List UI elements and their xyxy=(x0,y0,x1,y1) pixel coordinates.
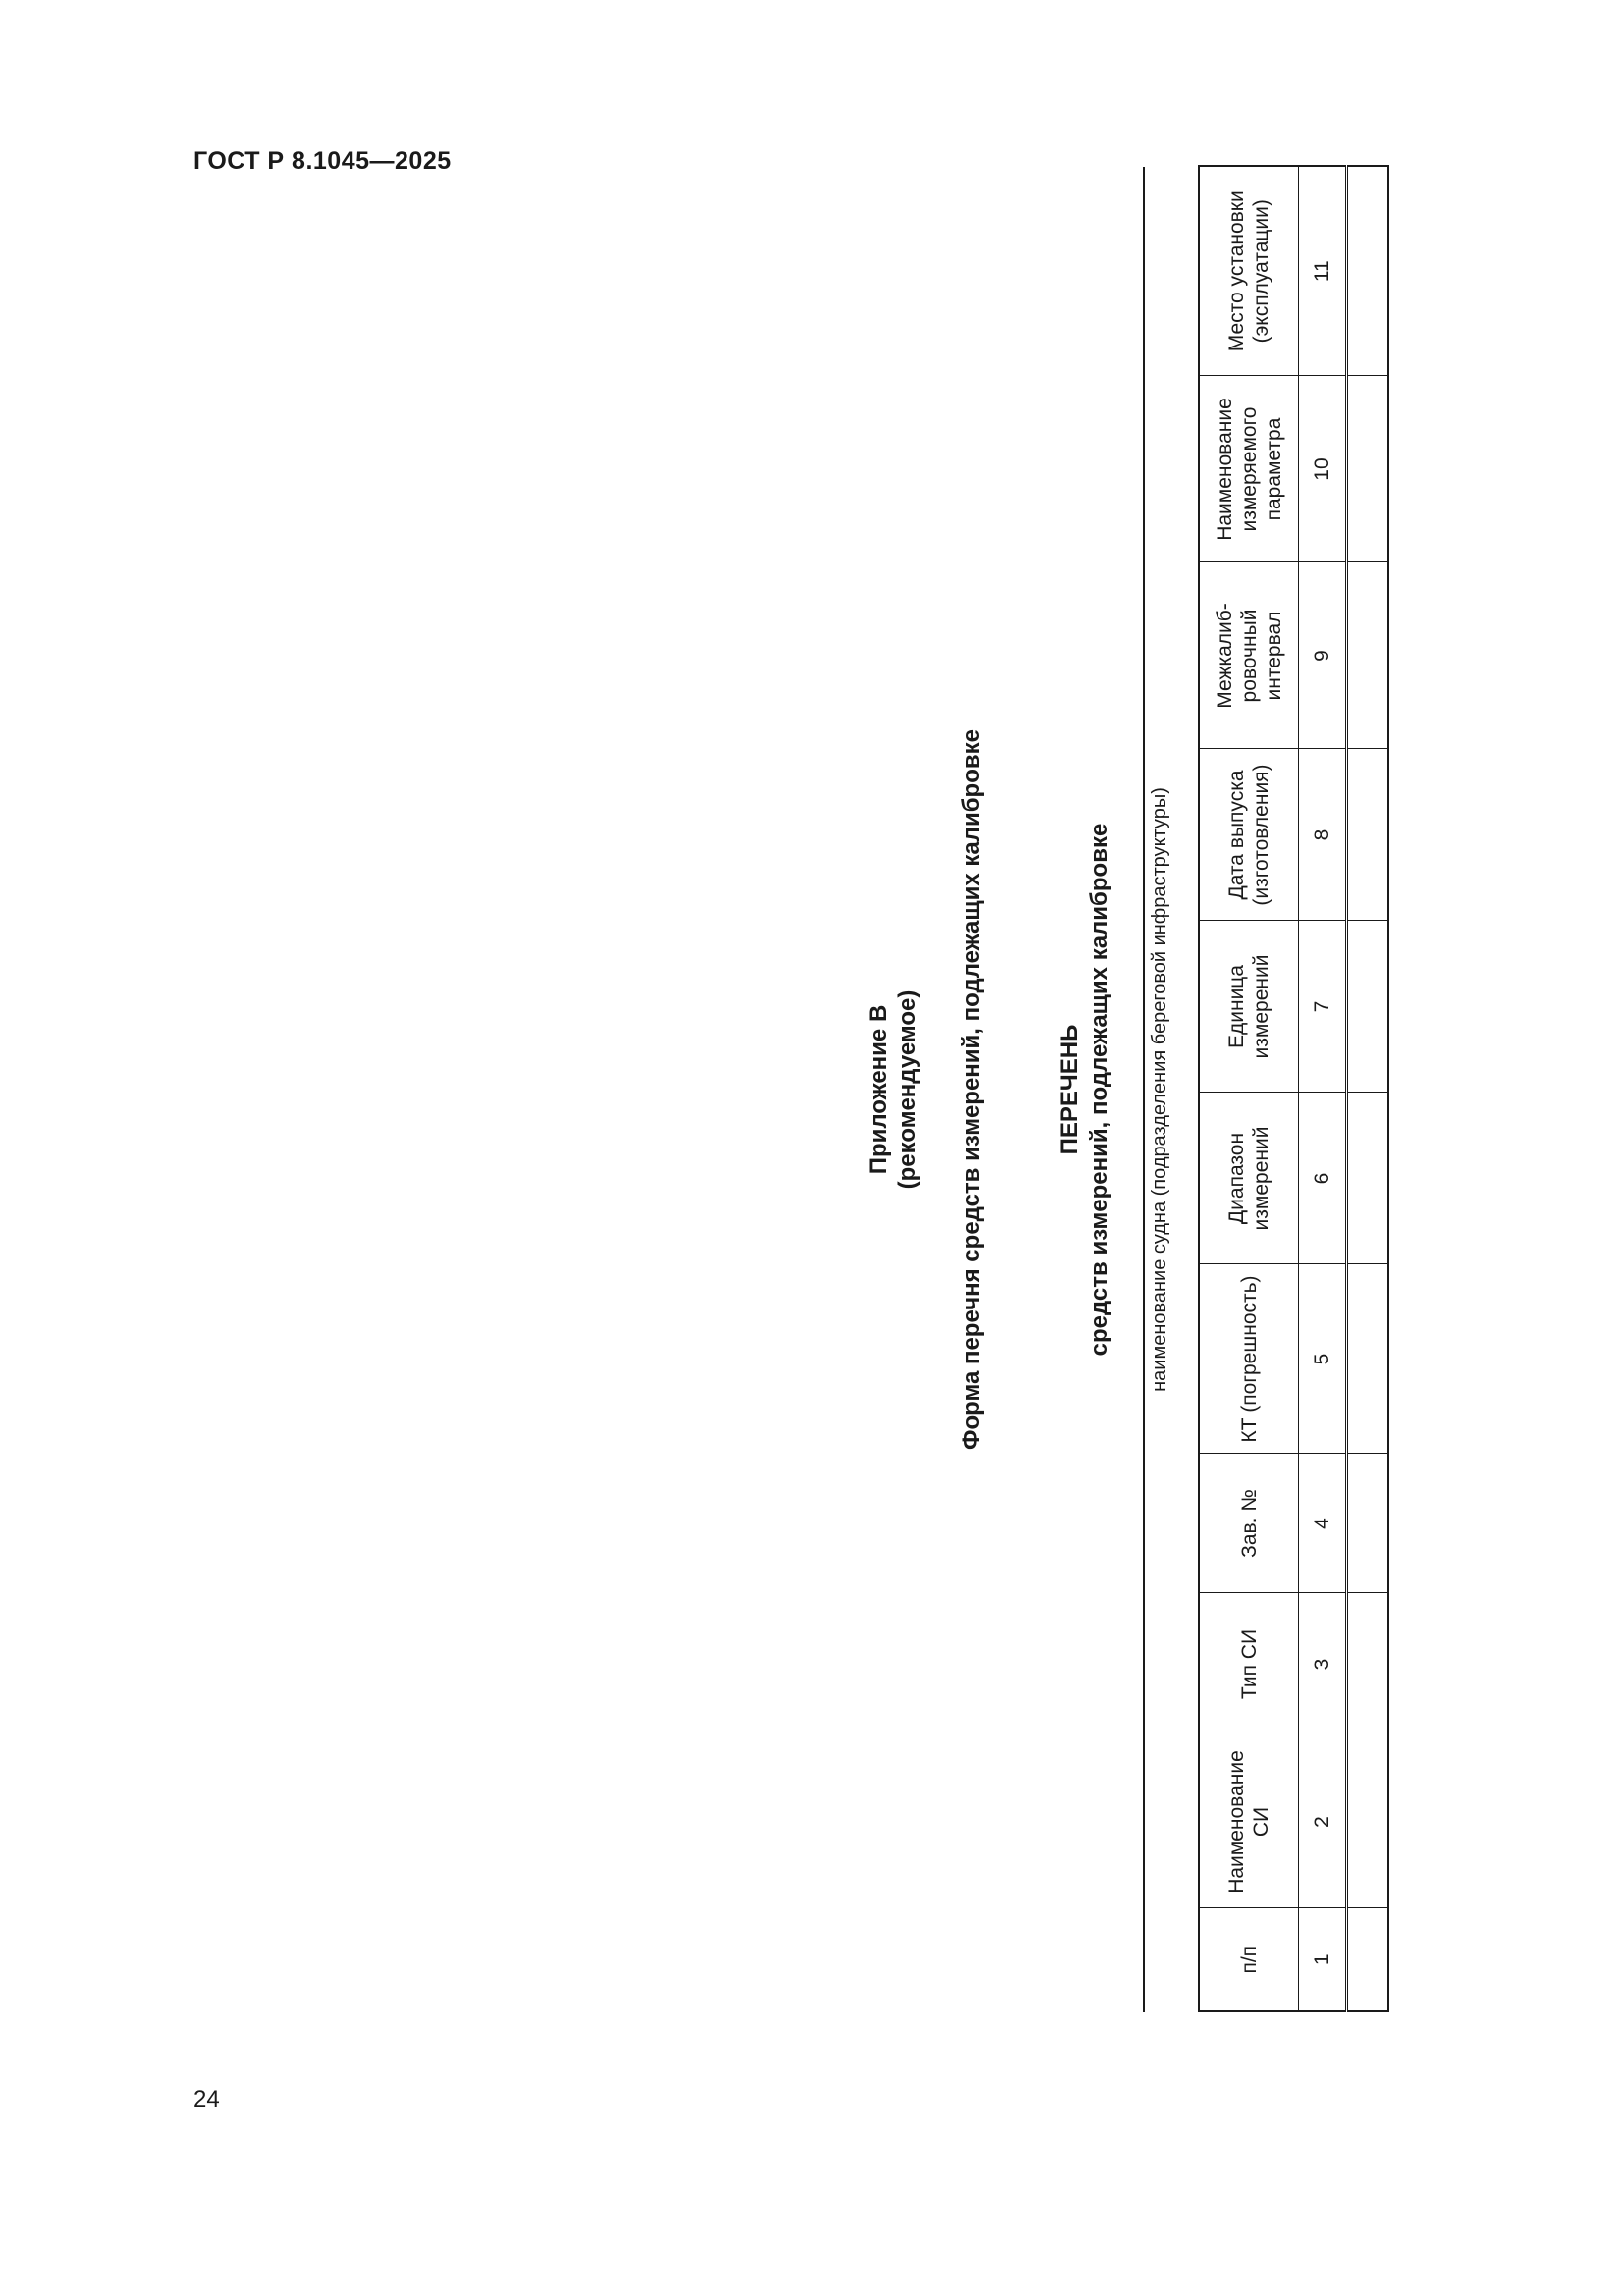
rotated-landscape-content xyxy=(864,167,1414,2012)
column-number: 1 xyxy=(1299,1908,1347,2011)
column-number: 5 xyxy=(1299,1264,1347,1454)
empty-cell xyxy=(1347,376,1389,562)
appendix-title: Приложение В xyxy=(865,1004,892,1175)
column-header: Тип СИ xyxy=(1199,1593,1299,1735)
list-title: ПЕРЕЧЕНЬ xyxy=(1056,1024,1083,1155)
fill-in-line xyxy=(1143,167,1145,2012)
column-header: п/п xyxy=(1199,1908,1299,2011)
column-number: 6 xyxy=(1299,1093,1347,1264)
appendix-status: (рекомендуемое) xyxy=(894,989,921,1190)
empty-cell xyxy=(1347,1093,1389,1264)
column-number: 4 xyxy=(1299,1454,1347,1593)
empty-cell xyxy=(1347,1454,1389,1593)
column-header: Дата выпуска (изготовления) xyxy=(1199,749,1299,921)
list-subtitle: средств измерений, подлежащих калибровке xyxy=(1086,823,1112,1357)
column-header: Межкалиб-ровочный интервал xyxy=(1199,562,1299,749)
empty-cell xyxy=(1347,166,1389,376)
column-number: 11 xyxy=(1299,166,1347,376)
column-number: 2 xyxy=(1299,1735,1347,1908)
empty-cell xyxy=(1347,562,1389,749)
column-header: Диапазон измерений xyxy=(1199,1093,1299,1264)
line-caption: наименование судна (подразделения береговой инфраструктуры) xyxy=(1149,787,1170,1392)
empty-cell xyxy=(1347,749,1389,921)
column-number-row xyxy=(1299,166,1347,2011)
column-header: Наименование измеряемого параметра xyxy=(1199,376,1299,562)
table-header-row xyxy=(1199,166,1299,2011)
column-header: КТ (погрешность) xyxy=(1199,1264,1299,1454)
page-number: 24 xyxy=(193,2086,220,2112)
column-number: 10 xyxy=(1299,376,1347,562)
column-number: 7 xyxy=(1299,921,1347,1093)
column-number: 3 xyxy=(1299,1593,1347,1735)
instruments-table xyxy=(1198,165,1389,2012)
empty-cell xyxy=(1347,1264,1389,1454)
column-header: Единица измерений xyxy=(1199,921,1299,1093)
column-header: Зав. № xyxy=(1199,1454,1299,1593)
column-number: 8 xyxy=(1299,749,1347,921)
document-code: ГОСТ Р 8.1045—2025 xyxy=(193,147,452,175)
column-header: Наименование СИ xyxy=(1199,1735,1299,1908)
empty-cell xyxy=(1347,921,1389,1093)
empty-cell xyxy=(1347,1593,1389,1735)
empty-data-row xyxy=(1347,166,1389,2011)
empty-cell xyxy=(1347,1735,1389,1908)
column-number: 9 xyxy=(1299,562,1347,749)
form-title: Форма перечня средств измерений, подлежащих калибровке xyxy=(958,729,985,1450)
empty-cell xyxy=(1347,1908,1389,2011)
column-header: Место установки (эксплуатации) xyxy=(1199,166,1299,376)
